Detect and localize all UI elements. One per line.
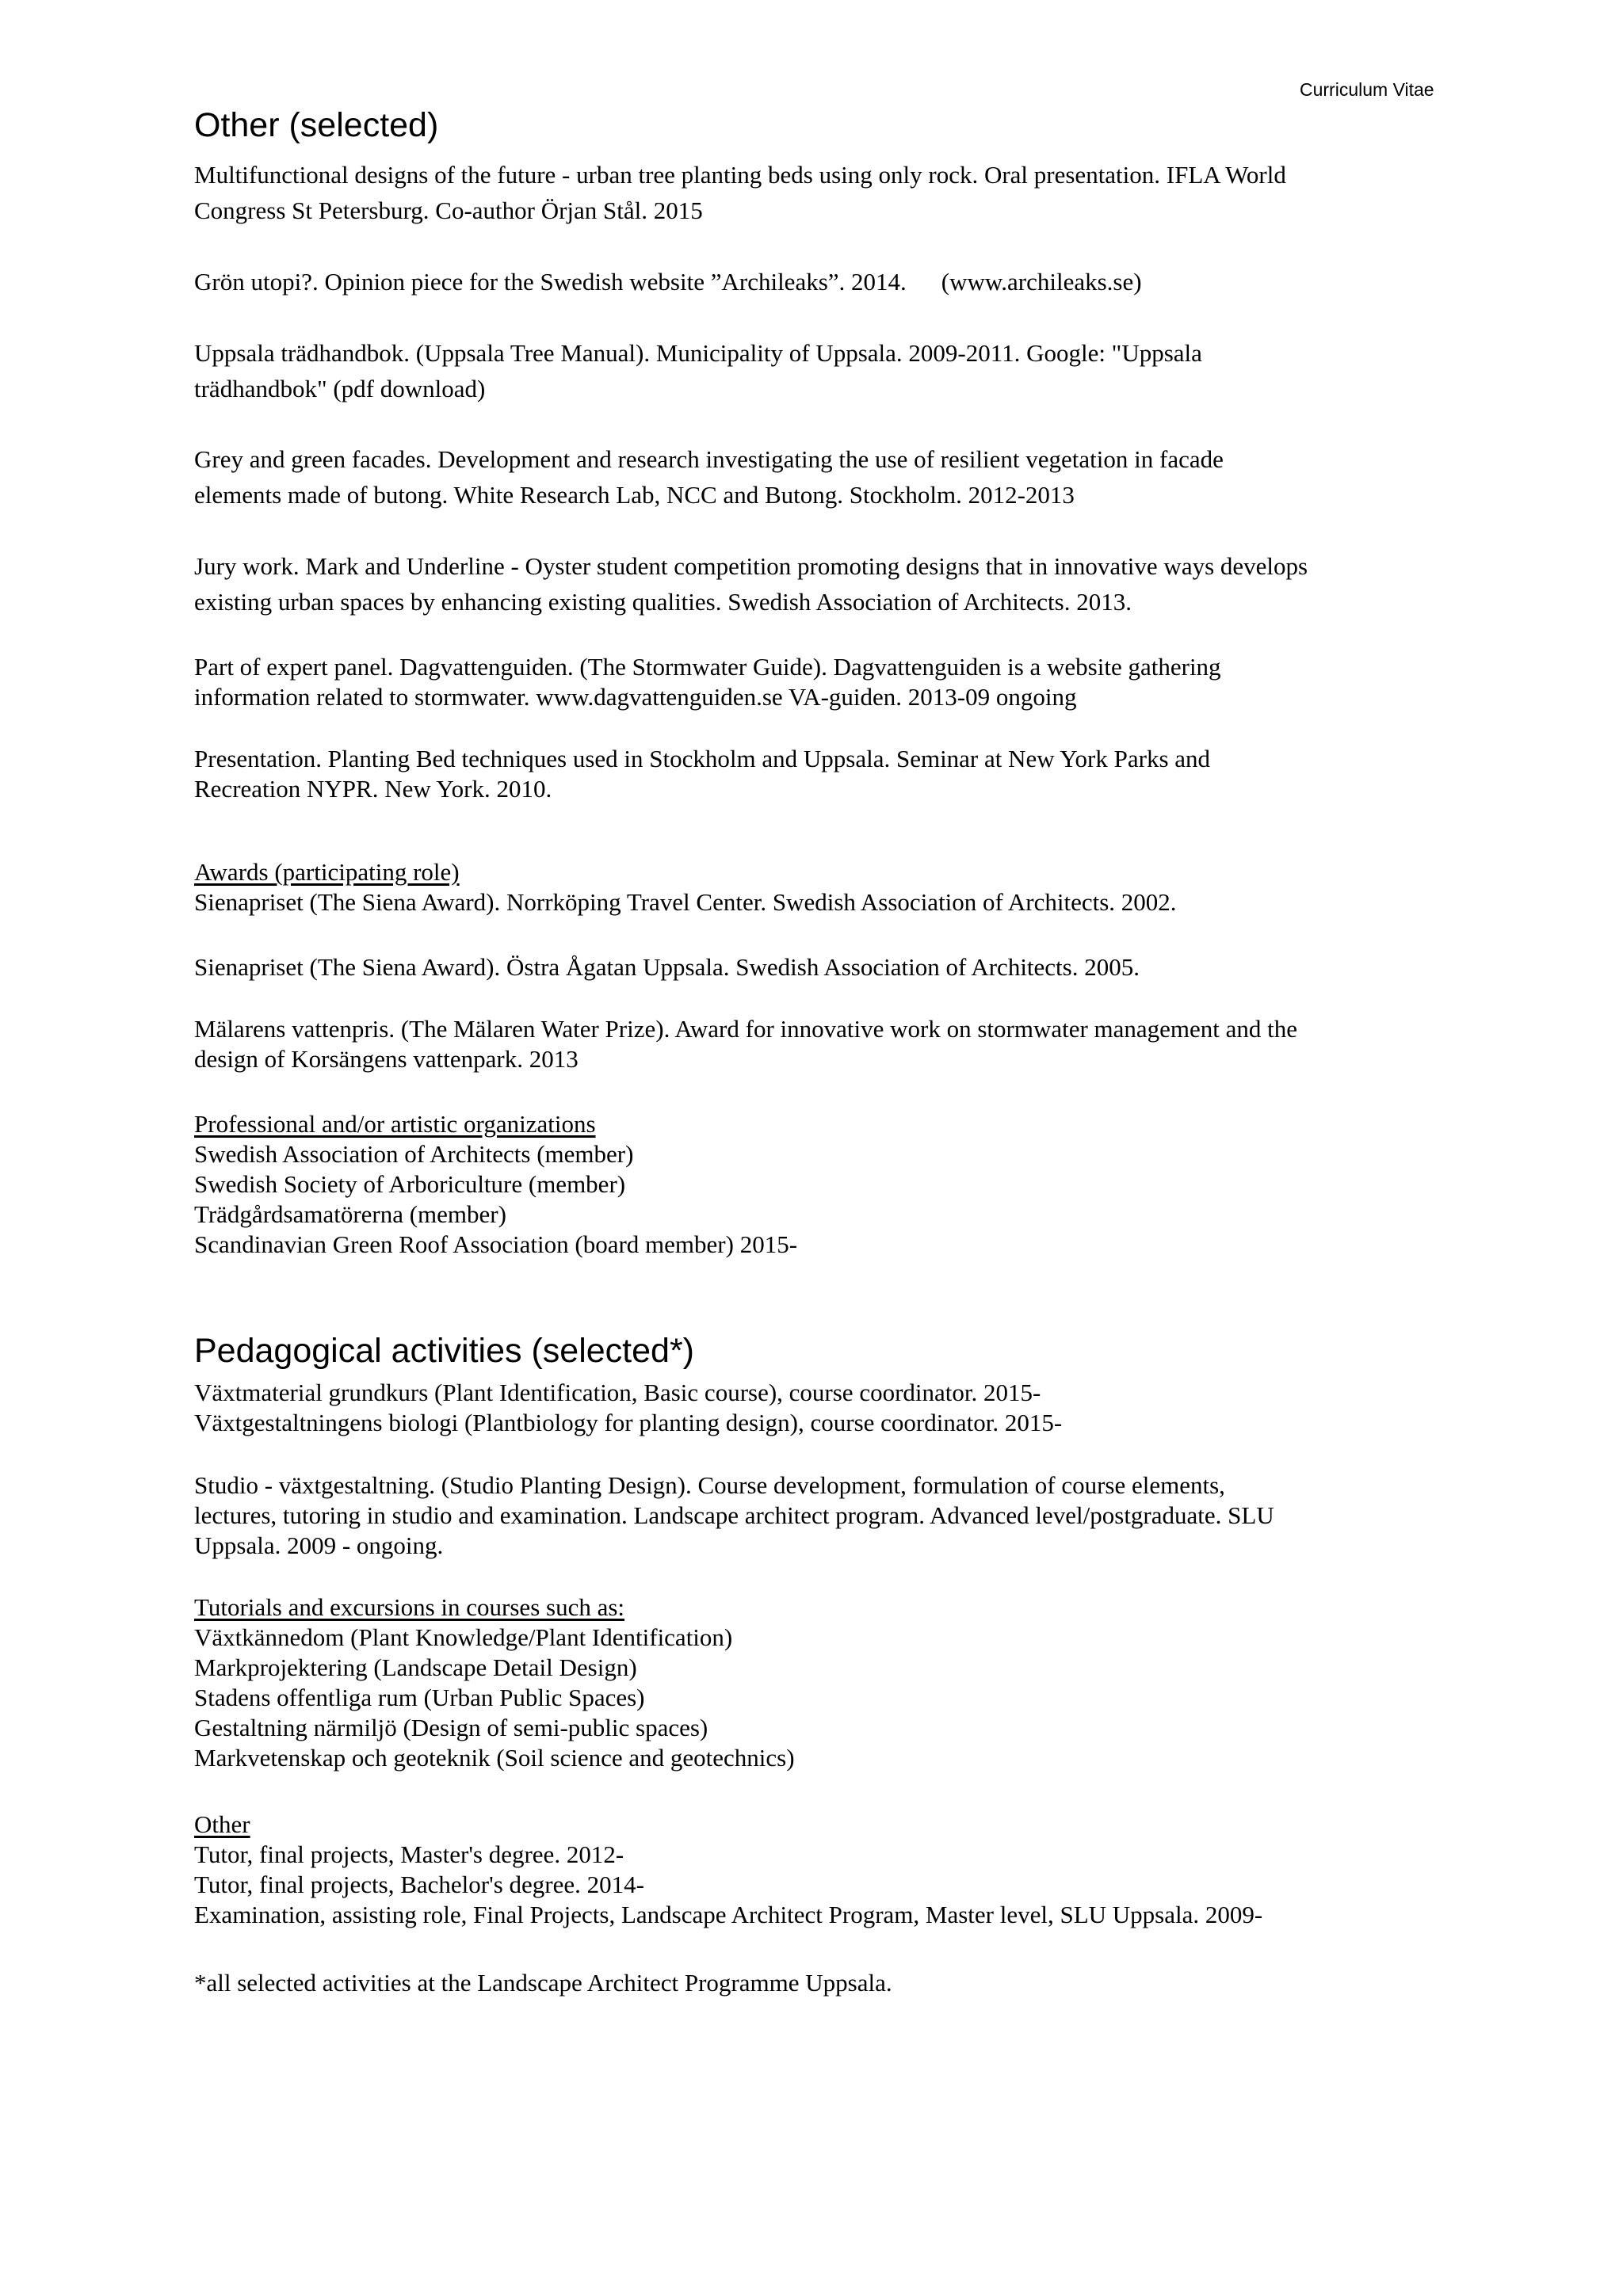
tutorial-item: Gestaltning närmiljö (Design of semi-public spaces)	[194, 1714, 708, 1741]
tutorial-item: Markprojektering (Landscape Detail Design)	[194, 1653, 637, 1681]
entry-text: Grön utopi?. Opinion piece for the Swedish website ”Archileaks”. 2014.	[194, 268, 907, 296]
entry-expert-panel	[194, 652, 1462, 712]
tutorial-item: Växtkännedom (Plant Knowledge/Plant Identification)	[194, 1623, 733, 1651]
course-item: Växtgestaltningens biologi (Plantbiology for planting design), course coordinator. 2015-	[194, 1409, 1063, 1436]
entry-line: Uppsala trädhandbok. (Uppsala Tree Manual). Municipality of Uppsala. 2009-2011. Google: "Uppsala	[194, 339, 1202, 367]
section-heading-pedagogical: Pedagogical activities (selected*)	[194, 1332, 694, 1370]
entry-line: trädhandbok" (pdf download)	[194, 375, 486, 402]
studio-block	[194, 1470, 1462, 1561]
entry-line: Jury work. Mark and Underline - Oyster student competition promoting designs that in innovative ways develops	[194, 552, 1308, 580]
award-item: Sienapriset (The Siena Award). Norrköping Travel Center. Swedish Association of Architects. 2002.	[194, 888, 1177, 916]
award-item: Sienapriset (The Siena Award). Östra Ågatan Uppsala. Swedish Association of Architects. 2005.	[194, 953, 1140, 981]
studio-line: Studio - växtgestaltning. (Studio Planting Design). Course development, formulation of course elements,	[194, 1471, 1225, 1499]
other-block	[194, 1810, 1462, 1930]
award-item-block	[194, 952, 1462, 982]
entry-line: Grey and green facades. Development and research investigating the use of resilient vegetation in facade	[194, 445, 1224, 473]
footnote-text: *all selected activities at the Landscape Architect Programme Uppsala.	[194, 1969, 892, 1997]
tutorial-item: Markvetenskap och geoteknik (Soil science and geotechnics)	[194, 1744, 795, 1772]
organization-item: Trädgårdsamatörerna (member)	[194, 1200, 506, 1228]
award-item-block	[194, 1014, 1462, 1074]
entry-line: elements made of butong. White Research Lab, NCC and Butong. Stockholm. 2012-2013	[194, 481, 1075, 509]
entry-ifla	[194, 157, 1462, 228]
entry-line: Part of expert panel. Dagvattenguiden. (The Stormwater Guide). Dagvattenguiden is a website gathering	[194, 653, 1221, 681]
section-heading-other: Other (selected)	[194, 106, 439, 144]
tutorials-block	[194, 1592, 1462, 1773]
other-item: Examination, assisting role, Final Projects, Landscape Architect Program, Master level, SLU Uppsala. 2009-	[194, 1901, 1263, 1928]
other-title: Other	[194, 1810, 250, 1838]
other-item: Tutor, final projects, Bachelor's degree. 2014-	[194, 1871, 644, 1898]
tutorial-item: Stadens offentliga rum (Urban Public Spaces)	[194, 1684, 645, 1711]
organization-item: Swedish Society of Arboriculture (member)	[194, 1170, 626, 1198]
course-block	[194, 1378, 1462, 1438]
awards-block	[194, 857, 1462, 917]
entry-line: Presentation. Planting Bed techniques used in Stockholm and Uppsala. Seminar at New York Parks and	[194, 745, 1211, 772]
studio-line: Uppsala. 2009 - ongoing.	[194, 1531, 444, 1559]
organizations-title: Professional and/or artistic organizations	[194, 1110, 596, 1138]
entry-facades	[194, 441, 1462, 513]
studio-line: lectures, tutoring in studio and examination. Landscape architect program. Advanced level/postgraduate. SLU	[194, 1501, 1274, 1529]
entry-line: existing urban spaces by enhancing existing qualities. Swedish Association of Architects. 2013.	[194, 588, 1132, 616]
running-header: Curriculum Vitae	[1300, 79, 1434, 100]
awards-title: Awards (participating role)	[194, 858, 460, 886]
entry-gron-utopi	[194, 264, 1462, 299]
organization-item: Scandinavian Green Roof Association (board member) 2015-	[194, 1230, 798, 1258]
entry-presentation	[194, 744, 1462, 804]
organizations-block	[194, 1109, 1462, 1260]
tutorials-title: Tutorials and excursions in courses such as:	[194, 1593, 625, 1621]
entry-line: information related to stormwater. www.dagvattenguiden.se VA-guiden. 2013-09 ongoing	[194, 683, 1077, 711]
organization-item: Swedish Association of Architects (member)	[194, 1140, 634, 1168]
entry-line: Congress St Petersburg. Co-author Örjan Stål. 2015	[194, 196, 703, 224]
course-item: Växtmaterial grundkurs (Plant Identification, Basic course), course coordinator. 2015-	[194, 1379, 1041, 1406]
award-item-line: Mälarens vattenpris. (The Mälaren Water Prize). Award for innovative work on stormwater management and the	[194, 1015, 1298, 1043]
other-item: Tutor, final projects, Master's degree. 2012-	[194, 1840, 624, 1868]
award-item-line: design of Korsängens vattenpark. 2013	[194, 1045, 579, 1073]
entry-line: Recreation NYPR. New York. 2010.	[194, 775, 552, 803]
entry-tree-manual	[194, 335, 1462, 406]
footnote	[194, 1968, 1462, 1998]
entry-url: (www.archileaks.se)	[941, 268, 1142, 296]
entry-jury	[194, 548, 1462, 620]
entry-line: Multifunctional designs of the future - urban tree planting beds using only rock. Oral presentation. IFLA World	[194, 161, 1286, 189]
